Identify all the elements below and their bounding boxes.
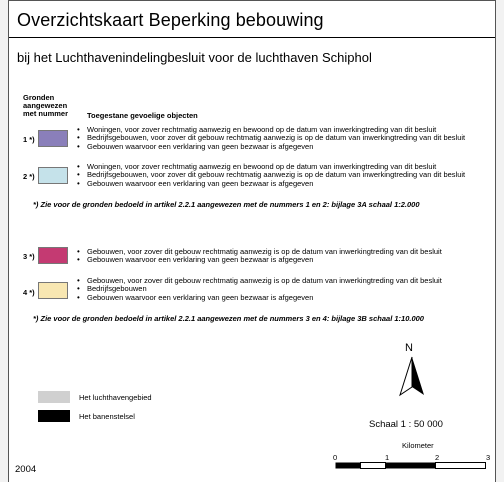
north-label: N (405, 342, 413, 354)
zone-3-swatch (38, 247, 68, 264)
scalebar-tick-1: 1 (385, 453, 390, 462)
north-arrow-icon (398, 355, 426, 397)
scalebar-tick-3: 3 (486, 453, 491, 462)
map-edge-right (495, 0, 504, 482)
title-divider (9, 37, 495, 38)
scalebar (335, 462, 495, 470)
list-item: • Gebouwen waarvoor een verklaring van geen bezwaar is afgegeven (77, 143, 465, 151)
list-item: • Woningen, voor zover rechtmatig aanwezig en bewoond op de datum van inwerkingtreding van dit besluit (77, 163, 465, 171)
runway-system-swatch (38, 410, 70, 422)
list-item: • Gebouwen waarvoor een verklaring van geen bezwaar is afgegeven (77, 180, 465, 188)
list-item: • Bedrijfsgebouwen (77, 285, 442, 293)
zone-4-items (77, 277, 442, 302)
list-item: • Bedrijfsgebouwen, voor zover dit gebouw rechtmatig aanwezig is op de datum van inwerkingtreding van dit besluit (77, 171, 465, 179)
zone-3-items (77, 248, 442, 265)
runway-system-label: Het banenstelsel (79, 412, 135, 421)
map-year: 2004 (15, 464, 37, 475)
list-item: • Gebouwen, voor zover dit gebouw rechtmatig aanwezig is op de datum van inwerkingtreding van dit besluit (77, 248, 442, 256)
map-edge-left (0, 0, 9, 482)
zone-2-number: 2 *) (23, 172, 35, 181)
scalebar-unit-label: Kilometer (402, 441, 434, 450)
map-title: Overzichtskaart Beperking bebouwing (17, 10, 324, 30)
zone-4-swatch (38, 282, 68, 299)
zone-3-number: 3 *) (23, 252, 35, 261)
note-zones-1-2: *) Zie voor de gronden bedoeld in artikel 2.2.1 aangewezen met de nummers 1 en 2: bijlage 3A schaal 1:2.000 (33, 200, 420, 209)
column-header-grounds: Gronden aangewezen met nummer (23, 93, 69, 118)
scalebar-tick-0: 0 (333, 453, 338, 462)
scalebar-tick-2: 2 (435, 453, 440, 462)
airport-area-label: Het luchthavengebied (79, 393, 152, 402)
airport-area-swatch (38, 391, 70, 403)
legend-panel (9, 0, 495, 483)
list-item: • Gebouwen, voor zover dit gebouw rechtmatig aanwezig is op de datum van inwerkingtreding van dit besluit (77, 277, 442, 285)
zone-2-items (77, 163, 465, 188)
zone-4-number: 4 *) (23, 288, 35, 297)
list-item: • Gebouwen waarvoor een verklaring van geen bezwaar is afgegeven (77, 294, 442, 302)
zone-1-number: 1 *) (23, 135, 35, 144)
column-header-objects: Toegestane gevoelige objecten (87, 111, 198, 120)
list-item: • Woningen, voor zover rechtmatig aanwezig en bewoond op de datum van inwerkingtreding van dit besluit (77, 126, 465, 134)
map-subtitle: bij het Luchthavenindelingbesluit voor de luchthaven Schiphol (17, 50, 372, 65)
zone-1-items (77, 126, 465, 151)
list-item: • Gebouwen waarvoor een verklaring van geen bezwaar is afgegeven (77, 256, 442, 264)
note-zones-3-4: *) Zie voor de gronden bedoeld in artikel 2.2.1 aangewezen met de nummers 3 en 4: bijlage 3B schaal 1:10.000 (33, 314, 424, 323)
zone-1-swatch (38, 130, 68, 147)
list-item: • Bedrijfsgebouwen, voor zover dit gebouw rechtmatig aanwezig is op de datum van inwerkingtreding van dit besluit (77, 134, 465, 142)
scale-text: Schaal 1 : 50 000 (369, 419, 443, 430)
zone-2-swatch (38, 167, 68, 184)
